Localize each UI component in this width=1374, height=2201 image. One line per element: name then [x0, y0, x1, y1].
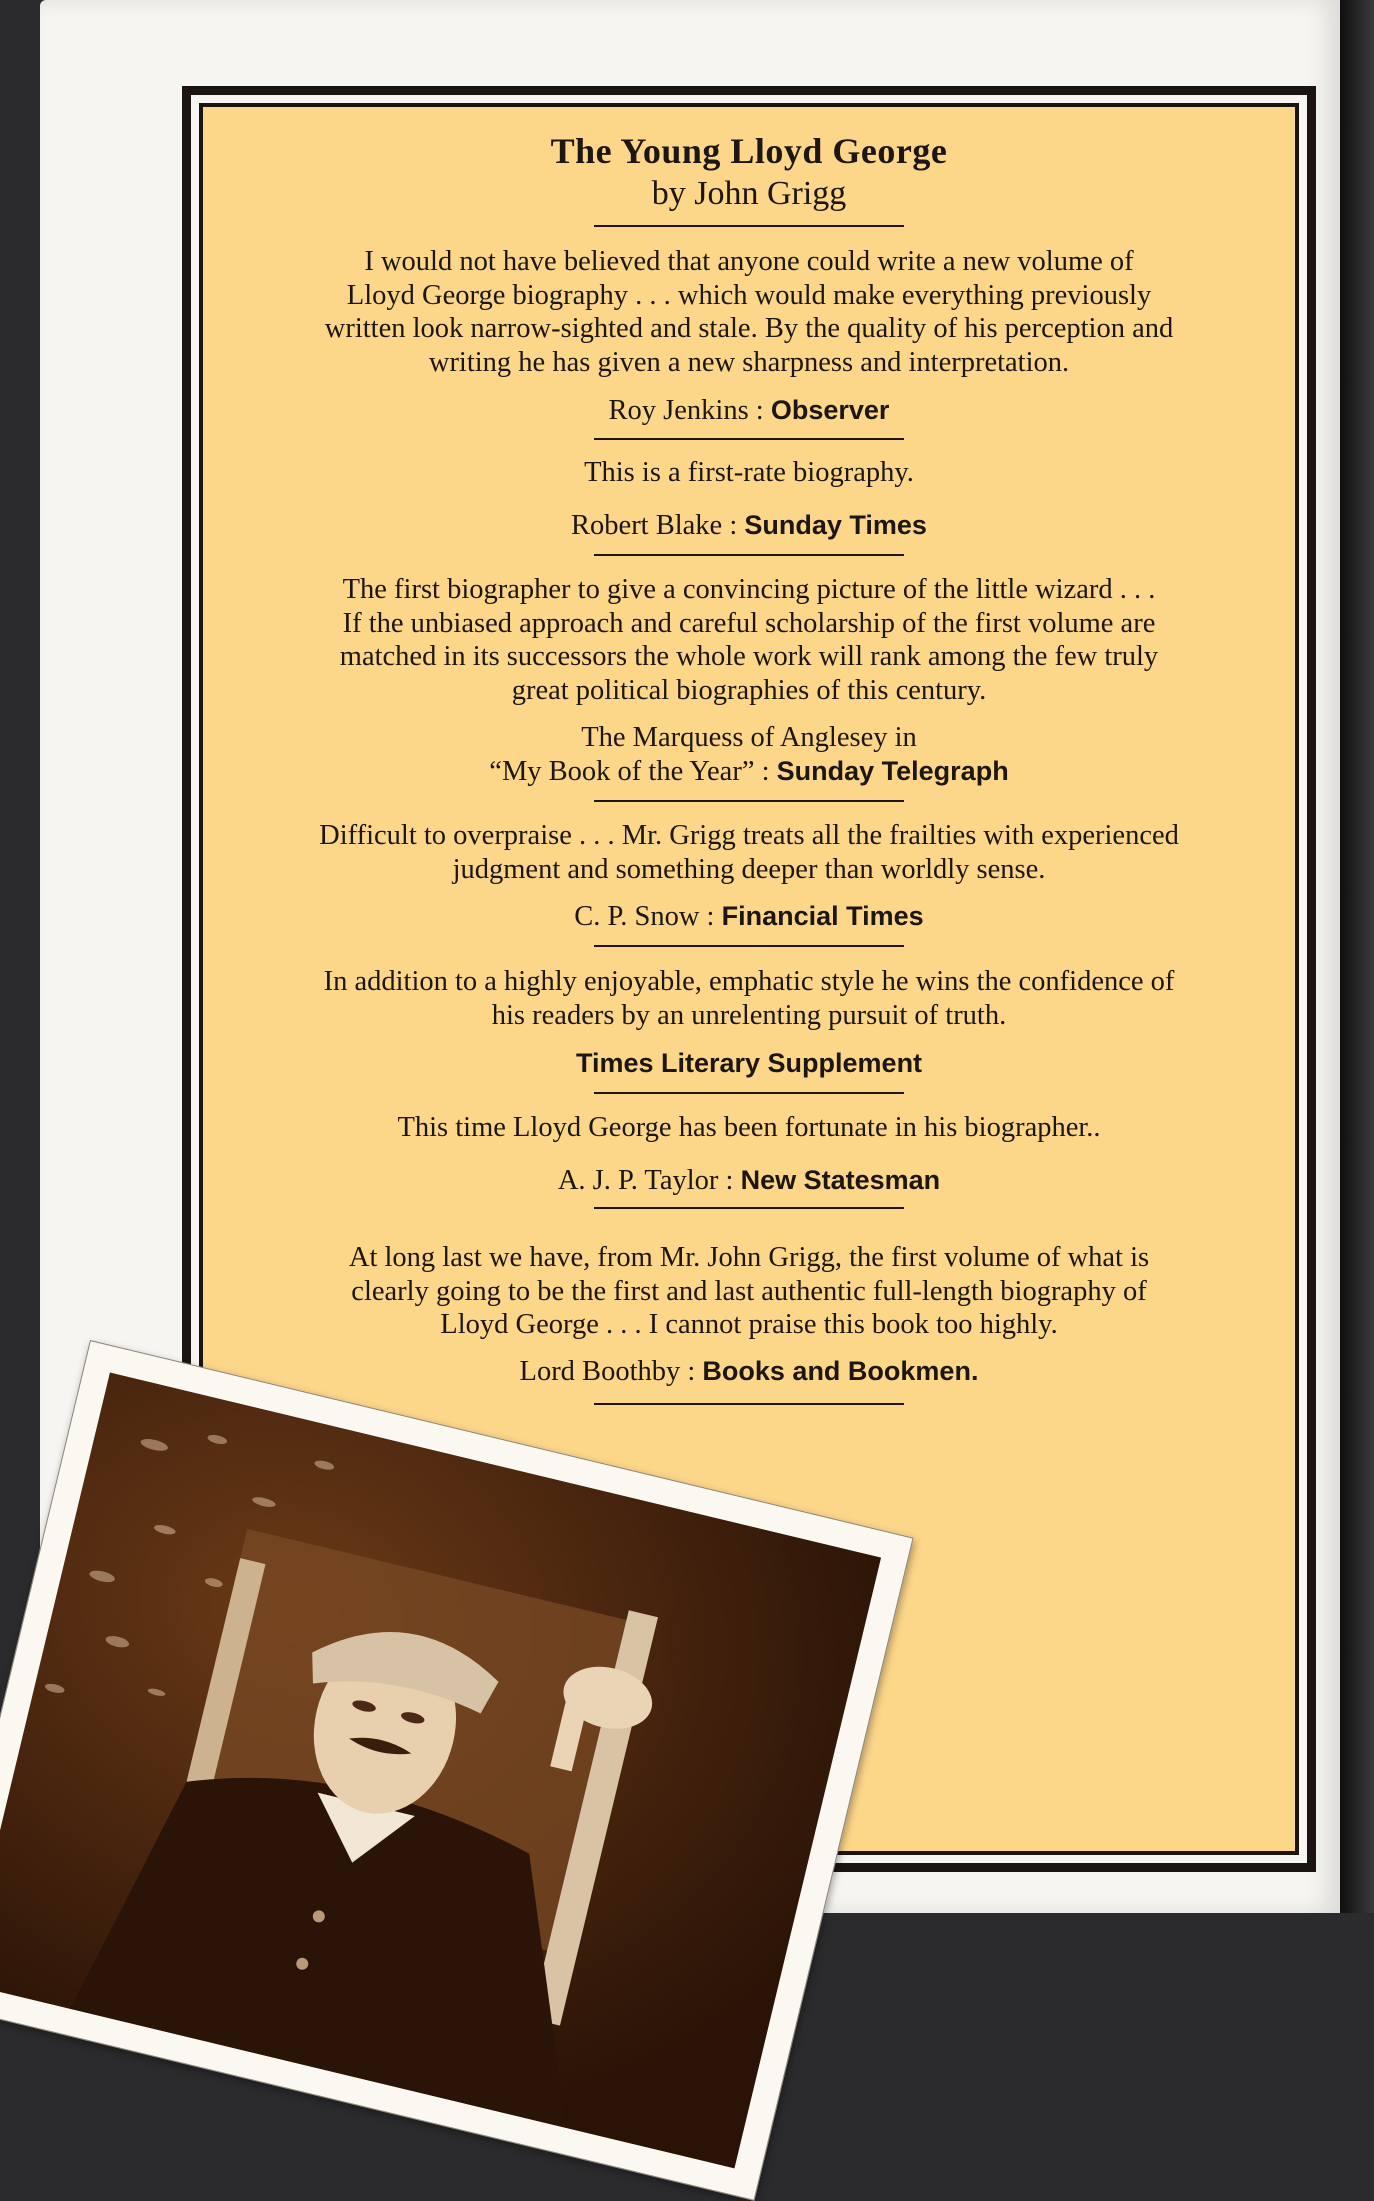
quote-line: great political biographies of this century.	[511, 674, 987, 706]
quote-line: In addition to a highly enjoyable, emphatic style he wins the confidence of	[323, 966, 1175, 997]
review-quote-3	[203, 573, 1295, 707]
publication-name: Books and Bookmen.	[702, 1356, 979, 1386]
review-attribution-1	[203, 394, 1295, 428]
book-back-cover	[40, 0, 1340, 1913]
publication-name: Financial Times	[721, 901, 924, 931]
reviewer-name: Lord Boothby :	[519, 1356, 703, 1387]
quote-line: clearly going to be the first and last authentic full-length biography of	[351, 1275, 1147, 1307]
review-attribution-2	[203, 509, 1295, 543]
quote-line: I would not have believed that anyone could write a new volume of	[364, 246, 1134, 277]
quote-line: judgment and something deeper than worldly sense.	[452, 853, 1046, 885]
quote-line: Difficult to overpraise . . . Mr. Grigg treats all the frailties with experienced	[319, 820, 1179, 851]
background-edge	[1340, 0, 1374, 1913]
divider-rule	[594, 554, 904, 556]
quote-line: This time Lloyd George has been fortunate in his biographer..	[397, 1112, 1101, 1143]
review-attribution-3	[203, 721, 1295, 788]
divider-rule	[594, 945, 904, 947]
divider-rule	[594, 1403, 904, 1405]
reviewer-name: C. P. Snow :	[574, 901, 722, 932]
quote-line: Lloyd George . . . I cannot praise this book too highly.	[440, 1309, 1058, 1340]
quote-line: The first biographer to give a convincing picture of the little wizard . . .	[342, 574, 1156, 605]
divider-rule	[594, 800, 904, 802]
quote-line: his readers by an unrelenting pursuit of truth.	[491, 999, 1007, 1031]
review-attribution-6	[203, 1164, 1295, 1198]
publication-name: Sunday Times	[744, 510, 927, 540]
review-attribution-4	[203, 900, 1295, 934]
book-title: The Young Lloyd George	[550, 131, 948, 171]
divider-rule	[594, 438, 904, 440]
quote-line: At long last we have, from Mr. John Grigg, the first volume of what is	[348, 1242, 1150, 1273]
publication-name: New Statesman	[740, 1165, 941, 1195]
divider-rule	[594, 1207, 904, 1209]
reviewer-name: A. J. P. Taylor :	[557, 1165, 741, 1196]
review-quote-2	[203, 456, 1295, 490]
review-quote-4	[203, 819, 1295, 886]
quote-line: written look narrow-sighted and stale. By the quality of his perception and	[324, 313, 1174, 344]
review-quote-7	[203, 1241, 1295, 1342]
review-attribution-5: Times Literary Supplement	[575, 1048, 923, 1078]
quote-line: Lloyd George biography . . . which would make everything previously	[346, 279, 1152, 311]
review-attribution-7	[203, 1355, 1295, 1389]
reviewer-name: Robert Blake :	[571, 510, 745, 541]
reviewer-name: Roy Jenkins :	[608, 395, 771, 426]
quote-line: matched in its successors the whole work will rank among the few truly	[339, 641, 1159, 672]
publication-name: Observer	[770, 395, 890, 425]
book-author: by John Grigg	[651, 175, 847, 212]
quote-line: This is a first-rate biography.	[584, 457, 914, 488]
quote-line: If the unbiased approach and careful scholarship of the first volume are	[342, 607, 1156, 639]
review-quote-6	[203, 1111, 1295, 1145]
reviewer-name: The Marquess of Anglesey in	[581, 722, 917, 753]
divider-rule	[594, 225, 904, 227]
reviewer-column: “My Book of the Year” :	[489, 755, 777, 787]
divider-rule	[594, 1092, 904, 1094]
quote-line: writing he has given a new sharpness and interpretation.	[428, 346, 1070, 378]
review-quote-1	[203, 245, 1295, 379]
publication-name: Sunday Telegraph	[776, 755, 1009, 786]
review-quote-5	[203, 965, 1295, 1032]
